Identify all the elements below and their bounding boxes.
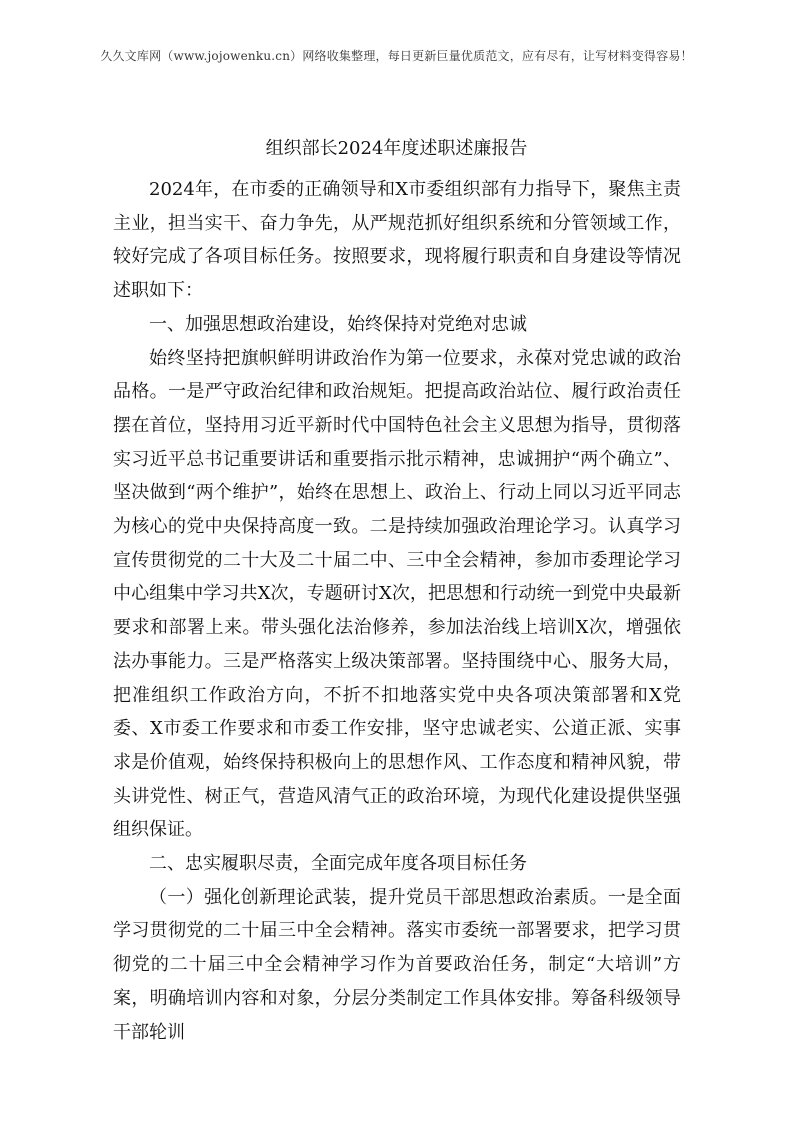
intro-paragraph: 2024年，在市委的正确领导和X市委组织部有力指导下，聚焦主责主业，担当实干、奋力争先，从严规范抓好组织系统和分管领域工作，较好完成了各项目标任务。按照要求，现将履行职责和自身建设等情况述职如下：	[113, 179, 681, 302]
section-heading-2: 二、忠实履职尽责，全面完成年度各项目标任务	[149, 853, 527, 875]
section-1-paragraph: 始终坚持把旗帜鲜明讲政治作为第一位要求，永葆对党忠诚的政治品格。一是严守政治纪律和政治规矩。把提高政治站位、履行政治责任摆在首位，坚持用习近平新时代中国特色社会主义思想为指导，贯彻落实习近平总书记重要讲话和重要指示批示精神，忠诚拥护“两个确立”、坚决做到“两个维护”，始终在思想上、政治上、行动上同以习近平同志为核心的党中央保持高度一致。二是持续加强政治理论学习。认真学习宣传贯彻党的二十大及二十届二中、三中全会精神，参加市委理论学习中心组集中学习共X次，专题研讨X次，把思想和行动统一到党中央最新要求和部署上来。带头强化法治修养，参加法治线上培训X次，增强依法办事能力。三是严格落实上级决策部署。坚持围绕中心、服务大局，把准组织工作政治方向，不折不扣地落实党中央各项决策部署和X党委、X市委工作要求和市委工作安排，坚守忠诚老实、公道正派、实事求是价值观，始终保持积极向上的思想作风、工作态度和精神风貌，带头讲党性、树正气，营造风清气正的政治环境，为现代化建设提供坚强组织保证。	[113, 347, 681, 841]
source-watermark-note: 久久文库网（www.jojowenku.cn）网络收集整理，每日更新巨量优质范文，应有尽有，让写材料变得容易！	[100, 49, 693, 63]
document-title: 组织部长2024年度述职述廉报告	[265, 138, 528, 159]
section-2-paragraph: （一）强化创新理论武装，提升党员干部思想政治素质。一是全面学习贯彻党的二十届三中全会精神。落实市委统一部署要求，把学习贯彻党的二十届三中全会精神学习作为首要政治任务，制定“大培训”方案，明确培训内容和对象，分层分类制定工作具体安排。筹备科级领导干部轮训	[113, 886, 681, 1043]
document-body	[113, 173, 681, 1049]
section-heading-1: 一、加强思想政治建设，始终保持对党绝对忠诚	[149, 313, 527, 335]
